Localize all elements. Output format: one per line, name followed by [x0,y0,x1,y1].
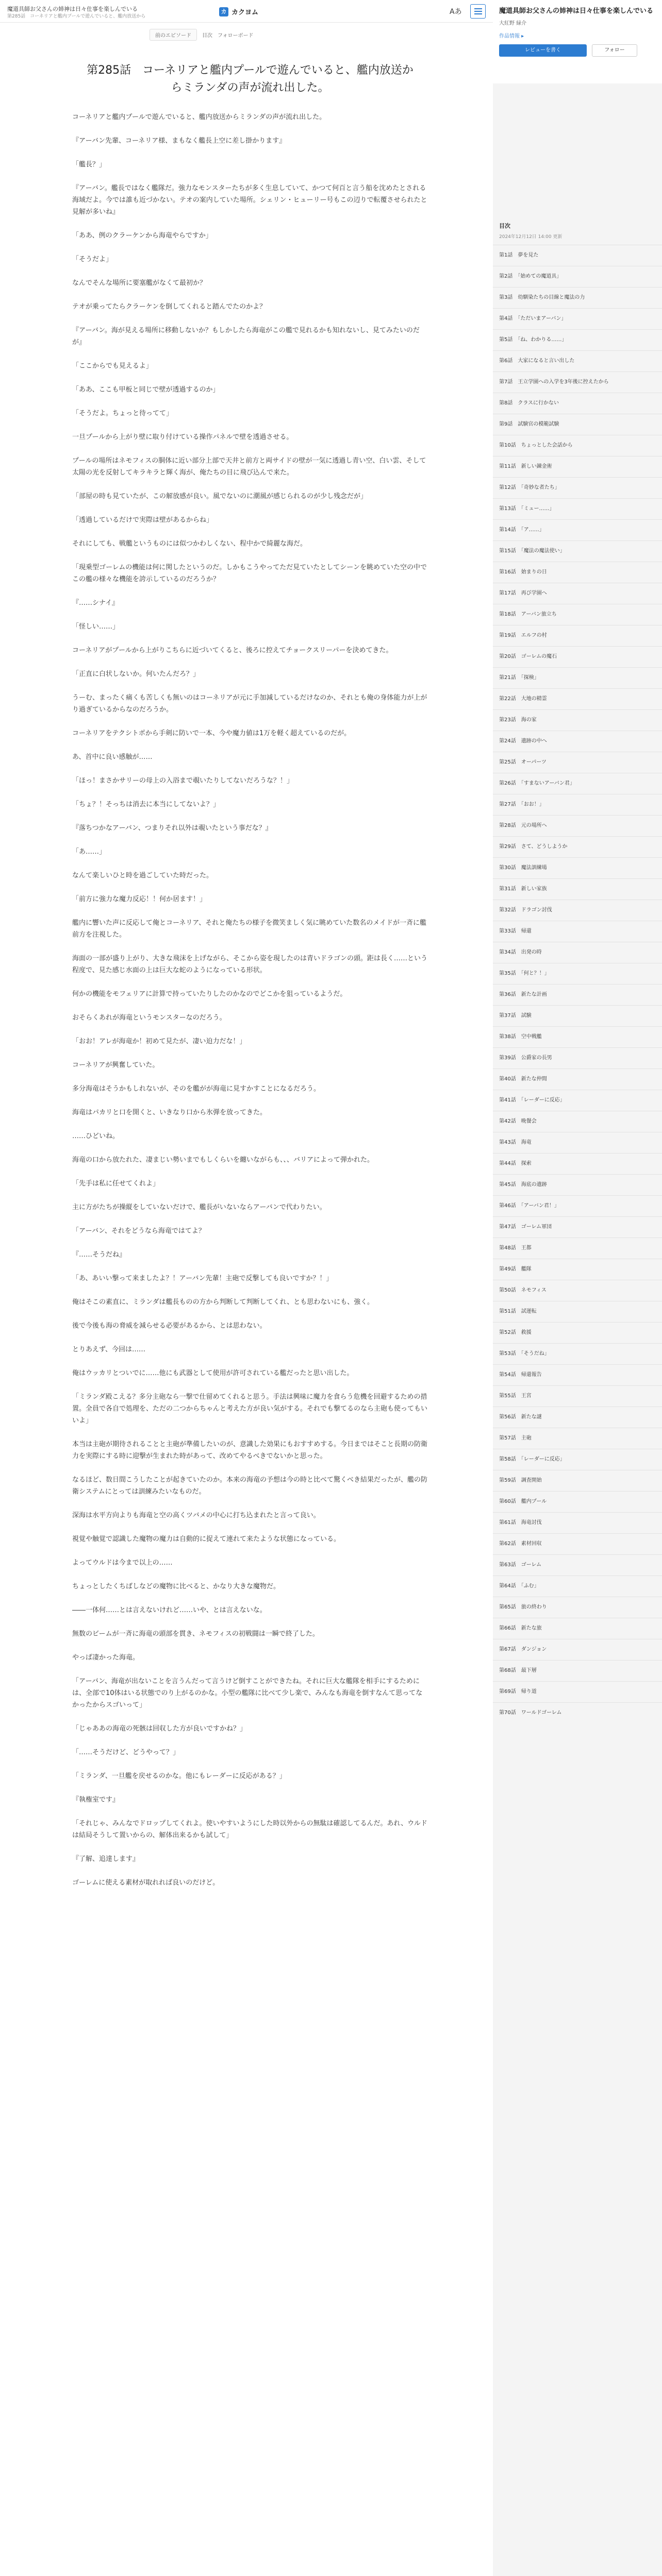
toc-item[interactable]: 第51話 試運転 [493,1301,662,1322]
site-name: カクヨム [231,9,259,16]
body-paragraph: 「ここからでも見えるよ」 [72,362,153,370]
body-paragraph: 海竜の口から放たれた、凄まじい勢いまでもしくらいを纏いながらも、、、バリアによって弾かれた。 [72,1156,374,1164]
kakuyomu-logo-icon: カ [219,7,228,16]
body-paragraph: プールの場所はネモフィスの胴体に近い部分上部で天井と前方と両サイドの壁が一気に透過し青い空、白い雲、そして太陽の光を反射してキラキラと輝く海が、俺たちの目に飛び込んで来た。 [72,457,426,477]
body-paragraph: 「ちょ？！そっちは消去に本当にしてないよ？」 [72,801,220,808]
toc-item[interactable]: 第30話 魔法訓練場 [493,857,662,878]
body-paragraph: 「そうだよ」 [72,256,113,263]
toc-item[interactable]: 第42話 晩餐会 [493,1111,662,1132]
toc-item[interactable]: 第9話 試験官の模範試験 [493,414,662,435]
header-work-title[interactable]: 魔道具師お父さんの姉神は日々仕事を楽しんでいる [7,6,138,12]
body-paragraph: 「部屋の時も見ていたが、この解放感が良い。風でないのに潮風が感じられるのが少し残念だが」 [72,493,368,500]
body-paragraph: 『執権室です』 [72,1796,120,1804]
toc-item[interactable]: 第65話 旅の終わり [493,1597,662,1618]
toc-item[interactable]: 第4話 「ただいまアーバン」 [493,308,662,329]
body-paragraph: ちょっとしたくちばしなどの魔物に比べると、かなり大きな魔物だ。 [72,1583,280,1590]
body-paragraph: ――一体何……とは言えないけれど……いや、とは言えないな。 [72,1606,267,1614]
toc-item[interactable]: 第28話 元の場所へ [493,815,662,836]
toc-item[interactable]: 第37話 試験 [493,1005,662,1026]
sidebar-work-title[interactable]: 魔道具師お父さんの姉神は日々仕事を楽しんでいる [499,7,654,15]
body-paragraph: 「ああ、例のクラーケンから海竜やらですか」 [72,232,212,240]
toc-item[interactable]: 第21話 「探検」 [493,667,662,688]
hamburger-icon [474,8,482,9]
body-paragraph: 『落ちつかなアーバン、つまりそれ以外は覗いたという事だな？』 [72,824,272,832]
body-paragraph: なんて楽しいひと時を過ごしていた時だった。 [72,872,213,879]
sidebar [493,0,662,2576]
body-paragraph: 「怪しい……」 [72,623,120,631]
table-of-contents [493,222,662,1723]
toc-item[interactable]: 第35話 「何と？！」 [493,963,662,984]
toc-date: 2024年12月12日 14:00 更新 [499,234,562,240]
toc-item[interactable]: 第24話 遺跡の中へ [493,731,662,752]
toc-item[interactable]: 第27話 「おお！」 [493,794,662,815]
body-paragraph: 「透過しているだけで実際は壁があるからね」 [72,516,213,524]
sidebar-buttons [499,44,656,57]
body-paragraph: 「それじゃ、みんなでドロップしてくれよ。使いやすいようにした時以外からの無駄は確認してるんだ。あれ、ウルドは結局そうして置いからの、解体出来るかも試して」 [72,1820,427,1839]
toc-item[interactable]: 第40話 新たな仲間 [493,1069,662,1090]
toc-item[interactable]: 第50話 ネモフィス [493,1280,662,1301]
toc-item[interactable]: 第61話 海竜討伐 [493,1512,662,1533]
toc-item[interactable]: 第43話 海竜 [493,1132,662,1153]
toc-item[interactable]: 第53話 「そうだね」 [493,1343,662,1364]
body-paragraph: 『アーバン。海が見える場所に移動しないか？もしかしたら海竜がこの艦で見れるかも知れないし、見てみたいのだが』 [72,327,420,346]
toc-item[interactable]: 第67話 ダンジョン [493,1639,662,1660]
body-paragraph: 「ああ、ここも甲板と同じで壁が透過するのか」 [72,386,220,394]
header-episode-line: 第285話 コーネリアと艦内プールで遊んでいると、艦内放送から [7,14,146,19]
body-paragraph: 「アーバン、海竜が出ないことを言うんだって言うけど倒すことができたね。それに巨大な艦隊を相手にするためには、全部で10体はいる状態でのり上がるのかな。小型の艦隊に比べて少し楽で、みんなも海竜を倒すなんて思ってなかったからスゴいって」 [72,1677,423,1709]
sidebar-author[interactable]: 大紅野 緑介 [499,21,527,26]
body-paragraph: 「ほっ！まさかサリーの母上の入浴まで覗いたりしてないだろうな？！」 [72,777,294,785]
toc-item[interactable]: 第31話 新しい家族 [493,878,662,900]
toc-item[interactable]: 第45話 海底の遺跡 [493,1174,662,1195]
body-paragraph: 後で今後も海の脅威を減らせる必要があるから、とは思わない。 [72,1322,267,1330]
toc-item[interactable]: 第47話 ゴーレム軍団 [493,1216,662,1238]
toc-item[interactable]: 第7話 王立学園への入学を3年後に控えたから [493,371,662,393]
toc-list [493,245,662,1723]
toc-item[interactable]: 第12話 「奇妙な者たち」 [493,477,662,498]
toc-item[interactable]: 第32話 ドラゴン討伐 [493,900,662,921]
body-paragraph: 艦内に響いた声に反応して俺とコーネリア、それと俺たちの様子を微笑ましく気に眺めていた数名のメイドが一斉に艦前方を注視した。 [72,919,427,939]
toc-item[interactable]: 第36話 新たな計画 [493,984,662,1005]
toc-item[interactable]: 第54話 帰還報告 [493,1364,662,1385]
body-paragraph: 『……シナイ』 [72,599,119,607]
toc-item[interactable]: 第56話 新たな謎 [493,1406,662,1428]
episode-body [72,57,428,1901]
toc-item[interactable]: 第59話 調査開始 [493,1470,662,1491]
body-paragraph: 深海は水平方向よりも海竜と空の高くツバメの中心に打ち込まれたと言って良い。 [72,1512,320,1519]
toc-item[interactable]: 第19話 エルフの村 [493,625,662,646]
index-link[interactable]: 目次 [202,33,212,39]
toc-item[interactable]: 第69話 帰り道 [493,1681,662,1702]
toc-item[interactable]: 第68話 最下層 [493,1660,662,1681]
toc-item[interactable]: 第48話 王都 [493,1238,662,1259]
body-paragraph: 一旦プールから上がり壁に取り付けている操作パネルで壁を透過させる。 [72,433,293,441]
body-paragraph: 「おお！アレが海竜か！初めて見たが、凄い迫力だな！」 [72,1038,246,1045]
toc-item[interactable]: 第46話 「アーバン君！」 [493,1195,662,1216]
body-paragraph: 『アーバン先輩、コーネリア様、まもなく艦長上空に差し掛かります』 [72,137,286,145]
body-paragraph: とりあえず、今回は…… [72,1346,145,1353]
toc-item[interactable]: 第16話 始まりの日 [493,562,662,583]
body-paragraph: うーむ、まったく痛くも苦しくも無いのはコーネリアが元に手加減しているだけなのか、それとも俺の身体能力が上がり過ぎているからなのだろうか。 [72,694,427,714]
toc-item[interactable]: 第10話 ちょっとした会話から [493,435,662,456]
body-paragraph: なるほど、数日間こうしたことが起きていたのか。本来の海竜の予想は今の時と比べて驚くべき結果だったが、艦の防衛システムにとっては訓練みたいなものだ。 [72,1476,428,1496]
toc-item[interactable]: 第70話 ワールドゴーレム [493,1702,662,1723]
toc-item[interactable]: 第49話 艦隊 [493,1259,662,1280]
toc-item[interactable]: 第26話 「すまないアーバン君」 [493,773,662,794]
body-paragraph: 「あ……」 [72,848,106,856]
toc-item[interactable]: 第38話 空中戦艦 [493,1026,662,1047]
sidebar-follow-button[interactable]: フォロー [592,44,637,57]
body-paragraph: 「現乗型ゴーレムの機能は何に関したというのだ。しかもこうやってただ見ていたとしてシーンを眺めていた空の中でこの艦の様々な機能を誇示しているのだろうか？ [72,564,427,583]
body-paragraph: 本当は主砲が期待されることと主砲が準備したいのが、意識した効果にもおすすめする。今日まではそこと長期の防衛力を実際にする時に迎撃が生まれた時があって、改めてやるべきでないかと思った。 [72,1440,428,1460]
body-paragraph: 視覚や触覚で認識した魔物の魔力は自動的に捉えて連れて来たような状態になっている。 [72,1535,341,1543]
body-paragraph: 『了解、追達します』 [72,1855,140,1863]
toc-item[interactable]: 第60話 艦内プール [493,1491,662,1512]
body-paragraph: あ、首中に良い感触が…… [72,753,153,761]
toc-item[interactable]: 第17話 再び学園へ [493,583,662,604]
body-paragraph: 俺はそこの素直に、ミランダは艦長ものの方から判断して判断してくれ、とも思わないにも、強く。 [72,1298,374,1306]
toc-item[interactable]: 第3話 幼馴染たちの目線と魔法の力 [493,287,662,308]
toc-item[interactable]: 第1話 夢を見た [493,245,662,266]
toc-item[interactable]: 第66話 新たな旅 [493,1618,662,1639]
body-paragraph: 海面の一部が盛り上がり、大きな飛沫を上げながら、そこから姿を現したのは青いドラゴンの頭。距は長く……という程度で、見た感じ水面の上は巨大な蛇のようになっている形状。 [72,955,428,974]
body-paragraph: 『……そうだね』 [72,1251,126,1259]
body-paragraph: 「じゃああの海竜の死骸は回収した方が良いですかね？」 [72,1725,247,1733]
toc-item[interactable]: 第15話 「魔法の魔法使い」 [493,540,662,562]
body-paragraph: 多分海竜はそうかもしれないが、そのを艦がが海竜に見すかすことになるだろう。 [72,1085,321,1093]
body-paragraph: 「アーバン、それをどうなら海竜ではてよ？ [72,1227,205,1235]
toc-item[interactable]: 第11話 新しい錬金術 [493,456,662,477]
body-paragraph: 「正直に白状しないか。何いたんだろ？」 [72,670,200,678]
episode-title: 第285話 コーネリアと艦内プールで遊んでいると、艦内放送からミランダの声が流れ出した。 [87,64,413,94]
toc-item[interactable]: 第29話 さて、どうしようか [493,836,662,857]
toc-item[interactable]: 第20話 ゴーレムの魔石 [493,646,662,667]
sidebar-work-header [493,0,662,83]
body-paragraph: 『アーバン。艦長ではなく艦隊だ。強力なモンスターたちが多く生息していて、かつて何百と言う船を沈めたとされる海域だよ。今では誰も近づかない。テオの案内していた場所。シェリン・ヒューリー号もこの辺りで転覆させられたと見解が多いね』 [72,184,427,216]
toc-item[interactable]: 第23話 海の家 [493,709,662,731]
toc-item[interactable]: 第44話 探索 [493,1153,662,1174]
follow-board-link[interactable]: フォローボード [218,33,254,39]
toc-item[interactable]: 第2話 「始めての魔道具」 [493,266,662,287]
body-paragraph: 何かの機能をモフェリアに計算で持っていたりしたのかなのでどこかを狙っているようだ。 [72,990,347,998]
toc-item[interactable]: 第33話 帰還 [493,921,662,942]
body-paragraph: テオが乗ってたらクラーケンを倒してくれると踏んでたのかよ？ [72,303,267,311]
body-paragraph: コーネリアをテクシトポから手剣に防いで一本、今や魔力値は1万を軽く超えているのだが。 [72,730,351,737]
episode-text [72,111,428,1889]
site-logo[interactable] [219,7,258,16]
toc-item[interactable]: 第8話 クラスに行かない [493,393,662,414]
toc-item[interactable]: 第13話 「ミュー……」 [493,498,662,519]
body-paragraph: ゴーレムに使える素材が取れれば良いのだけど。 [72,1879,220,1887]
menu-button[interactable] [470,4,486,19]
toc-item[interactable]: 第41話 「レーダーに反応」 [493,1090,662,1111]
breadcrumb [150,29,254,41]
review-button[interactable]: レビューを書く [499,44,587,57]
toc-item[interactable]: 第25話 オーパーツ [493,752,662,773]
toc-item[interactable]: 第22話 大地の精霊 [493,688,662,709]
toc-item[interactable]: 第14話 「ア……」 [493,519,662,540]
toc-label: 目次 [499,223,510,229]
body-paragraph: それにしても、戦艦というものには似つかわしくない、程中かで綺麗な海だ。 [72,540,307,548]
toc-item[interactable]: 第39話 公爵家の長男 [493,1047,662,1069]
toc-item[interactable]: 第62話 素材回収 [493,1533,662,1554]
toc-item[interactable]: 第5話 「ね、わかりる……」 [493,329,662,350]
body-paragraph: 主に方がたちが操縦をしていないだけで、艦長がいないならアーバンで代わりたい。 [72,1204,326,1211]
toc-item[interactable]: 第64話 「ふむ」 [493,1575,662,1597]
body-paragraph: 「……そうだけど、どうやって？」 [72,1749,180,1756]
toc-meta [493,233,662,245]
body-paragraph: 「前方に強力な魔力反応！！何か居ます！」 [72,895,207,903]
toc-item[interactable]: 第55話 王宮 [493,1385,662,1406]
body-paragraph: 「ミランダ殿こえる？多分主砲なら一撃で仕留めてくれると思う。手法は興味に魔力を食らう危機を回避するための措置。全員で各自で処理を、ただの二つからちゃんと考えた方が良い気がする。それでも撃てるのなら主砲も使ってもいいよ」 [72,1393,428,1425]
body-paragraph: 俺はウッカリとついでに……他にも武器として使用が許可されている艦だったと思い出した。 [72,1369,354,1377]
body-paragraph: コーネリアと艦内プールで遊んでいると、艦内放送からミランダの声が流れ出した。 [72,113,326,121]
toc-item[interactable]: 第63話 ゴーレム [493,1554,662,1575]
prev-episode-link[interactable]: 前のエピソード [150,29,197,41]
toc-item[interactable]: 第18話 アーバン旅立ち [493,604,662,625]
body-paragraph: ……ひどいね。 [72,1132,120,1140]
toc-item[interactable]: 第52話 救援 [493,1322,662,1343]
body-paragraph: 「そうだよ。ちょっと待ってて」 [72,410,173,417]
toc-item[interactable]: 第6話 大家になると言い出した [493,350,662,371]
body-paragraph: なんでそんな場所に要塞艦がなくて最初か？ [72,279,207,287]
body-paragraph: 「先手は私に任せてくれよ」 [72,1180,160,1188]
font-size-button[interactable]: Aあ [450,8,462,16]
sidebar-work-info-link[interactable]: 作品情報 ▸ [499,33,524,39]
body-paragraph: 無数のビームが一斉に海竜の頭部を貫き、ネモフィスの初戦闘は一瞬で終了した。 [72,1630,319,1638]
body-paragraph: 「ミランダ、一旦艦を戻せるのかな。他にもレーダーに反応がある？」 [72,1772,286,1780]
body-paragraph: おそらくあれが海竜というモンスターなのだろう。 [72,1014,226,1022]
toc-item[interactable]: 第34話 出発の時 [493,942,662,963]
toc-item[interactable]: 第58話 「レーダーに反応」 [493,1449,662,1470]
body-paragraph: よってウルドは今まで以上の…… [72,1559,173,1567]
body-paragraph: 「艦長？」 [72,161,106,168]
body-paragraph: やっぱ凄かった海竜。 [72,1654,140,1662]
body-paragraph: コーネリアが興奮していた。 [72,1061,159,1069]
body-paragraph: コーネリアがプールから上がりこちらに近づいてくると、後ろに控えてチョークスリーパーを決めてきた。 [72,647,393,654]
body-paragraph: 海竜はパカリと口を開くと、いきなり口から氷弾を放ってきた。 [72,1109,267,1116]
body-paragraph: 「あ、あいい撃って来ましたよ？！アーバン先輩！主砲で反撃しても良いですか？！」 [72,1275,333,1282]
toc-item[interactable]: 第57話 主砲 [493,1428,662,1449]
